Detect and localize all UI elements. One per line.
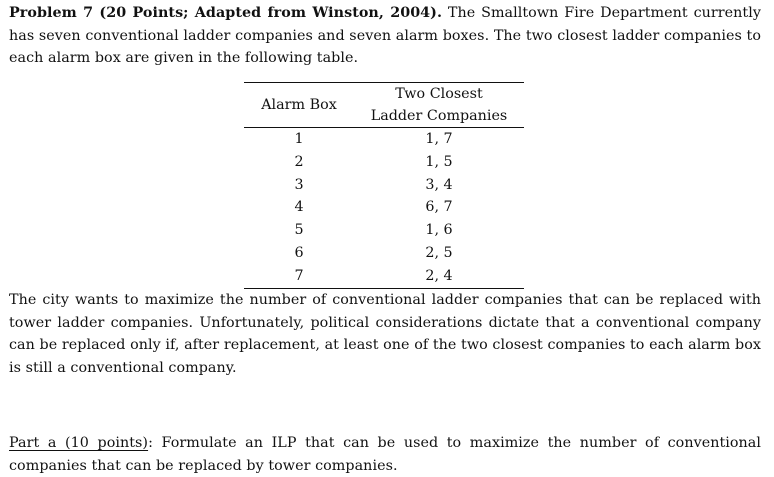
companies-cell: 2, 4 xyxy=(425,267,453,284)
alarm-box-cell: 3 xyxy=(294,176,304,193)
companies-cell: 1, 6 xyxy=(425,222,453,239)
part-a-paragraph xyxy=(9,432,761,477)
alarm-box-cell: 1 xyxy=(294,131,304,147)
companies-cell: 1, 7 xyxy=(425,131,453,147)
alarm-box-cell: 2 xyxy=(294,153,304,170)
companies-cell: 1, 5 xyxy=(425,153,453,170)
header-alarm-box: Alarm Box xyxy=(261,97,337,113)
companies-cell: 3, 4 xyxy=(425,176,453,193)
table-row xyxy=(244,196,524,219)
part-a-text: : Formulate an ILP that can be used to maximize the number of conventional companies that can be replaced by tower companies. xyxy=(9,435,762,474)
companies-cell: 6, 7 xyxy=(425,199,453,216)
alarm-box-cell: 7 xyxy=(294,267,304,284)
header-line-2: Ladder Companies xyxy=(370,108,508,124)
intro-paragraph xyxy=(9,2,761,70)
table-body xyxy=(244,128,524,289)
part-a-label: Part a (10 points) xyxy=(9,435,149,451)
alarm-table-container xyxy=(244,82,524,289)
table-row xyxy=(244,242,524,265)
table-row xyxy=(244,174,524,197)
table-row xyxy=(244,219,524,242)
intro-text: The Smalltown Fire Department currently has seven conventional ladder companies and seven alarm boxes. The two closest ladder companies to each alarm box are given in the following table. xyxy=(9,5,761,66)
table-row xyxy=(244,151,524,174)
header-ladder-companies xyxy=(354,83,524,128)
body-paragraph: The city wants to maximize the number of conventional ladder companies that can be replaced with tower ladder companies. Unfortunately, political considerations dictate that a conventional company can be replaced only if, after replacement, at least one of the two closest companies to each alarm box is still a conventional company. xyxy=(9,292,761,376)
header-line-1: Two Closest xyxy=(395,86,483,102)
alarm-box-cell: 4 xyxy=(294,199,304,216)
table-header-row xyxy=(244,83,524,128)
alarm-box-cell: 5 xyxy=(294,222,304,239)
table-row xyxy=(244,128,524,151)
companies-cell: 2, 5 xyxy=(425,244,453,261)
alarm-box-table xyxy=(244,82,524,289)
problem-page xyxy=(9,2,762,474)
problem-heading: Problem 7 (20 Points; Adapted from Winston, 2004). xyxy=(9,5,443,21)
table-row xyxy=(244,265,524,288)
alarm-box-cell: 6 xyxy=(294,244,304,261)
